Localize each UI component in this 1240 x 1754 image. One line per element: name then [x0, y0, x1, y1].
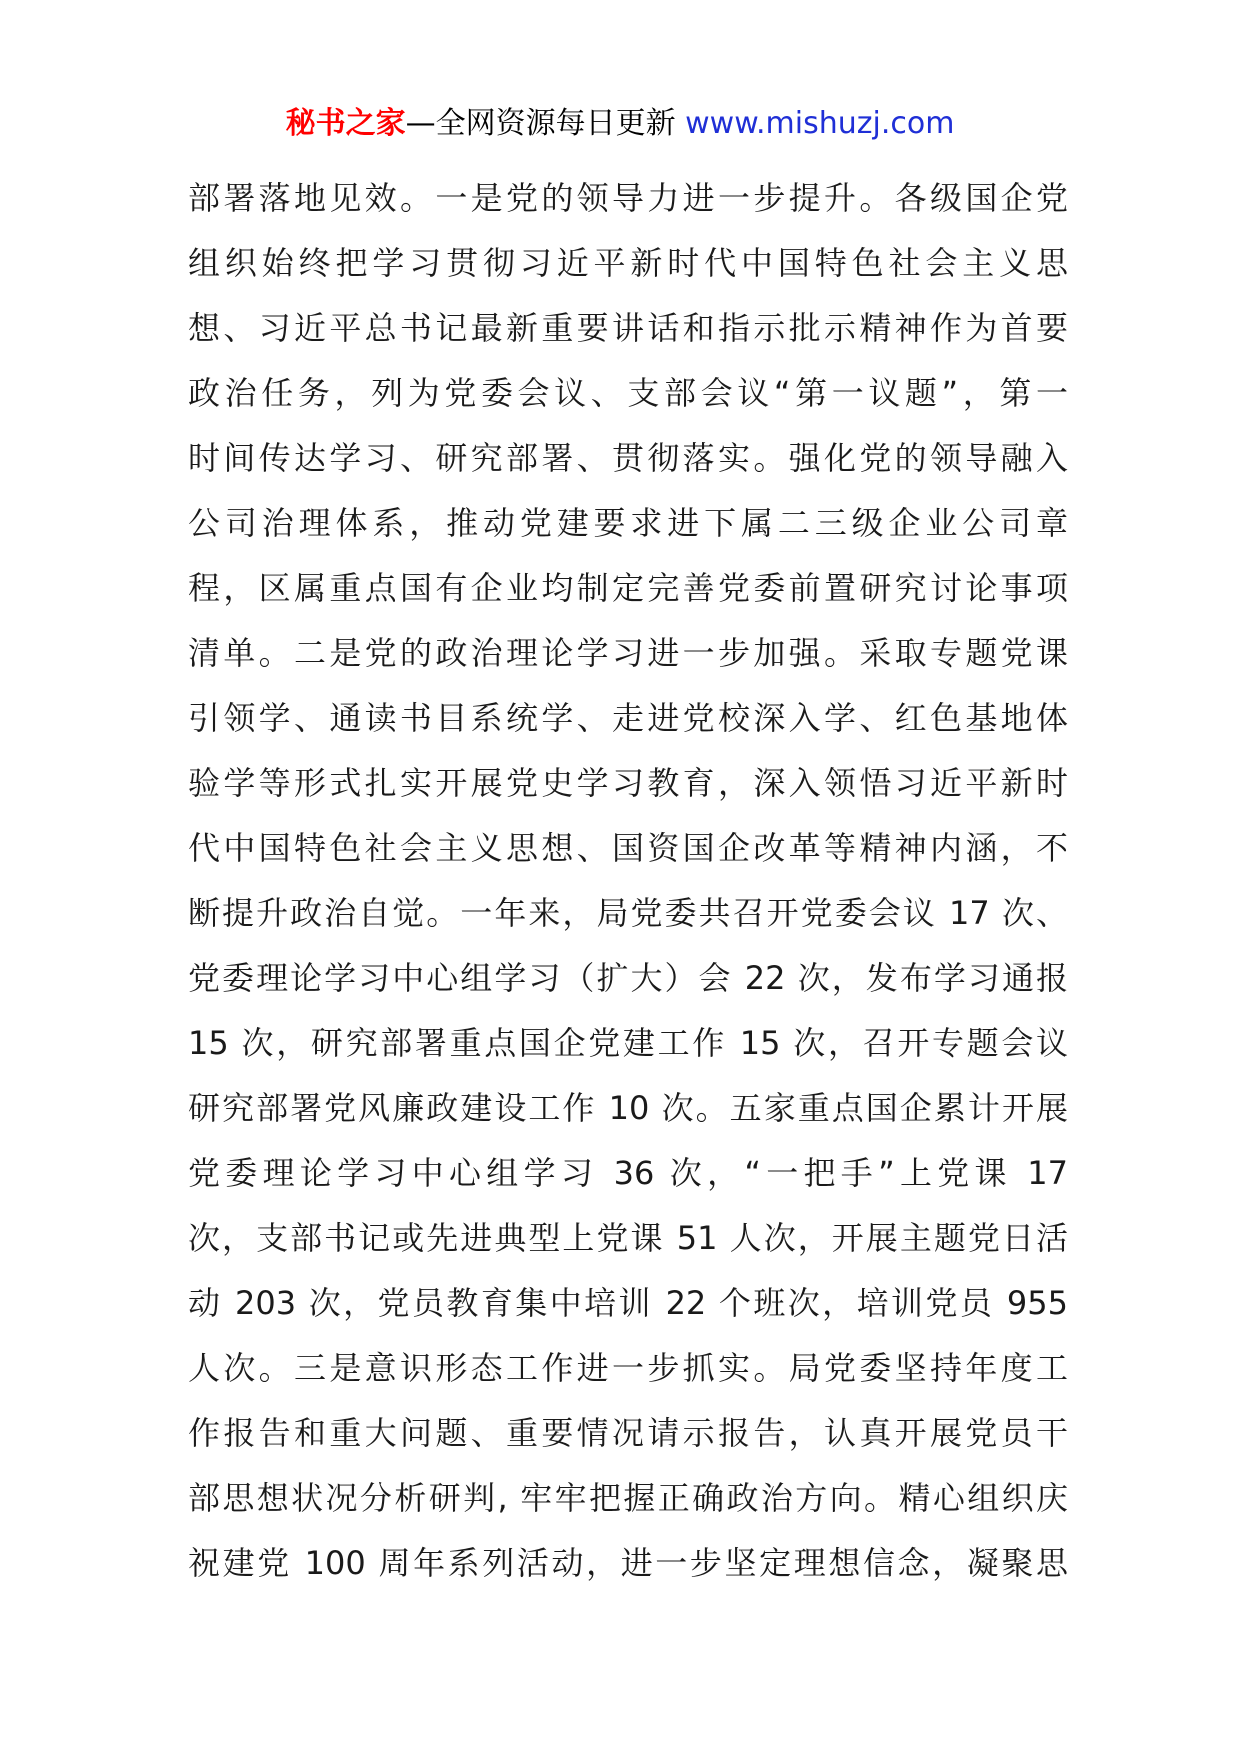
- document-body: [188, 166, 1068, 1596]
- body-line: 想、习近平总书记最新重要讲话和指示批示精神作为首要: [188, 309, 1068, 347]
- body-line: 验学等形式扎实开展党史学习教育，深入领悟习近平新时: [188, 764, 1068, 802]
- body-line: 党委理论学习中心组学习 36 次，“一把手”上党课 17: [188, 1154, 1068, 1192]
- body-line: 次，支部书记或先进典型上党课 51 人次，开展主题党日活: [188, 1219, 1068, 1257]
- body-line: 引领学、通读书目系统学、走进党校深入学、红色基地体: [188, 699, 1068, 737]
- brand-name: 秘书之家: [285, 106, 406, 141]
- body-line: 15 次，研究部署重点国企党建工作 15 次，召开专题会议: [188, 1024, 1068, 1062]
- website-link[interactable]: www.mishuzj.com: [685, 106, 955, 141]
- body-line: 断提升政治自觉。一年来，局党委共召开党委会议 17 次、: [188, 894, 1068, 932]
- body-line: 党委理论学习中心组学习（扩大）会 22 次，发布学习通报: [188, 959, 1068, 997]
- body-line: 动 203 次，党员教育集中培训 22 个班次，培训党员 955: [188, 1284, 1068, 1322]
- body-line: 政治任务，列为党委会议、支部会议“第一议题”，第一: [188, 374, 1068, 412]
- body-line: 研究部署党风廉政建设工作 10 次。五家重点国企累计开展: [188, 1089, 1068, 1127]
- body-line: 部思想状况分析研判, 牢牢把握正确政治方向。精心组织庆: [188, 1479, 1068, 1517]
- page-header: [0, 100, 1240, 148]
- body-line: 清单。二是党的政治理论学习进一步加强。采取专题党课: [188, 634, 1068, 672]
- body-line: 程，区属重点国有企业均制定完善党委前置研究讨论事项: [188, 569, 1068, 607]
- header-tagline: —全网资源每日更新: [405, 106, 686, 141]
- body-line: 人次。三是意识形态工作进一步抓实。局党委坚持年度工: [188, 1349, 1068, 1387]
- body-line: 时间传达学习、研究部署、贯彻落实。强化党的领导融入: [188, 439, 1068, 477]
- body-line: 组织始终把学习贯彻习近平新时代中国特色社会主义思: [188, 244, 1068, 282]
- body-line: 祝建党 100 周年系列活动，进一步坚定理想信念，凝聚思: [188, 1544, 1068, 1582]
- body-line: 作报告和重大问题、重要情况请示报告，认真开展党员干: [188, 1414, 1068, 1452]
- body-line: 部署落地见效。一是党的领导力进一步提升。各级国企党: [188, 179, 1068, 217]
- body-line: 公司治理体系，推动党建要求进下属二三级企业公司章: [188, 504, 1068, 542]
- body-line: 代中国特色社会主义思想、国资国企改革等精神内涵，不: [188, 829, 1068, 867]
